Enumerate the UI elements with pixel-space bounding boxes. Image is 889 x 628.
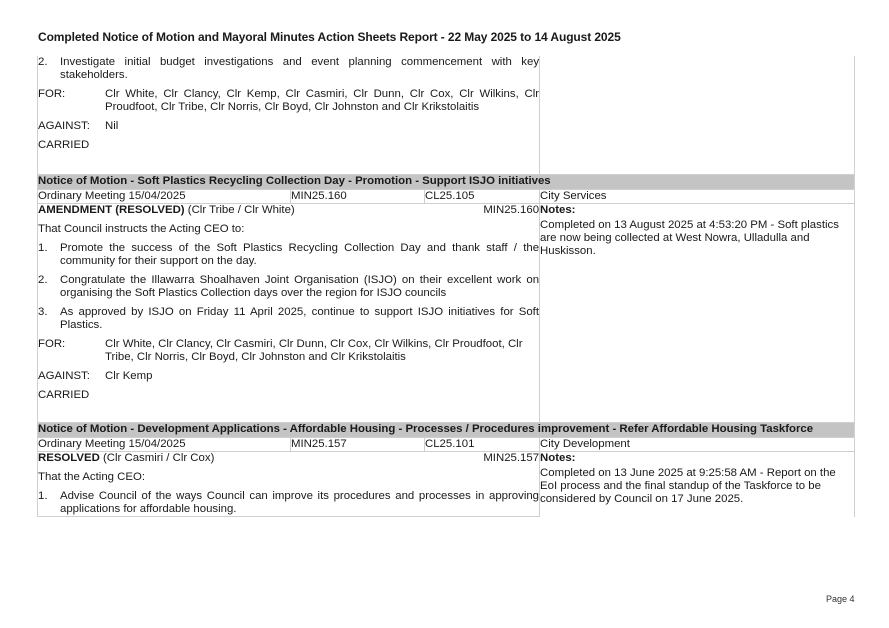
directorate: City Development	[540, 438, 855, 452]
vote-against: AGAINST: Clr Kemp	[38, 370, 153, 382]
list-item: 3. As approved by ISJO on Friday 11 April 2025, continue to support ISJO initiatives for Soft Plastics.	[38, 306, 540, 331]
vote-result: CARRIED	[38, 139, 90, 151]
vote-result: CARRIED	[38, 389, 90, 401]
resolution-minute: MIN25.160	[483, 204, 540, 216]
notes-text: Completed on 13 August 2025 at 4:53:20 PM - Soft plastics are now being collected at West Nowra, Ulladulla and Huskisson.	[540, 219, 839, 257]
section-heading-row	[38, 175, 855, 190]
resolution-intro: That the Acting CEO:	[38, 471, 145, 483]
minute-number: MIN25.157	[291, 438, 425, 452]
resolution-row	[38, 204, 855, 423]
list-item: 1. Promote the success of the Soft Plastics Recycling Collection Day and thank staff / the community for their support on the day.	[38, 242, 540, 267]
vote-for: FOR: Clr White, Clr Clancy, Clr Kemp, Clr Casmiri, Clr Dunn, Clr Cox, Clr Wilkins, Clr Proudfoot, Clr Tribe, Clr Norris, Clr Boyd, Clr Johnston and Clr Krikstolaitis	[38, 88, 540, 113]
resolution-cell	[38, 204, 540, 423]
report-number: CL25.101	[425, 438, 540, 452]
resolution-type: AMENDMENT (RESOLVED)	[38, 204, 185, 216]
resolution-minute: MIN25.157	[483, 452, 540, 464]
notes-label: Notes:	[540, 452, 576, 464]
action-sheet-table	[37, 56, 855, 517]
section-heading: Notice of Motion - Development Applications - Affordable Housing - Processes / Procedures improvement - Refer Affordable Housing Taskforce	[38, 423, 855, 438]
continued-item-row	[38, 56, 855, 175]
resolution-row	[38, 452, 855, 517]
resolution-intro: That Council instructs the Acting CEO to:	[38, 223, 245, 235]
resolution-movers: (Clr Tribe / Clr White)	[184, 204, 295, 216]
notes-cell	[540, 452, 855, 517]
continued-notes-cell	[540, 56, 855, 175]
continued-resolution-cell	[38, 56, 540, 175]
notes-label: Notes:	[540, 204, 576, 216]
resolution-header	[38, 204, 539, 217]
resolution-movers: (Clr Casmiri / Clr Cox)	[99, 452, 215, 464]
list-item: 1. Advise Council of the ways Council can improve its procedures and processes in approving applications for affordable housing.	[38, 490, 540, 515]
resolution-type: RESOLVED	[38, 452, 100, 464]
meeting-date: Ordinary Meeting 15/04/2025	[38, 190, 291, 204]
directorate: City Services	[540, 190, 855, 204]
list-item: 2. Congratulate the Illawarra Shoalhaven Joint Organisation (ISJO) on their excellent work on organising the Soft Plastics Collection days over the region for ISJO councils	[38, 274, 540, 299]
vote-against: AGAINST: Nil	[38, 120, 119, 132]
resolution-header	[38, 452, 539, 465]
resolution-cell	[38, 452, 540, 517]
minute-number: MIN25.160	[291, 190, 425, 204]
section-heading: Notice of Motion - Soft Plastics Recycling Collection Day - Promotion - Support ISJO initiatives	[38, 175, 855, 190]
list-item: 2. Investigate initial budget investigations and event planning commencement with key stakeholders.	[38, 56, 540, 81]
report-number: CL25.105	[425, 190, 540, 204]
meeting-meta-row	[38, 438, 855, 452]
notes-cell	[540, 204, 855, 423]
meeting-meta-row	[38, 190, 855, 204]
report-title: Completed Notice of Motion and Mayoral Minutes Action Sheets Report - 22 May 2025 to 14 August 2025	[38, 30, 621, 44]
meeting-date: Ordinary Meeting 15/04/2025	[38, 438, 291, 452]
notes-text: Completed on 13 June 2025 at 9:25:58 AM - Report on the EoI process and the final standup of the Taskforce to be considered by Council on 17 June 2025.	[540, 467, 836, 505]
section-heading-row	[38, 423, 855, 438]
vote-for: FOR: Clr White, Clr Clancy, Clr Casmiri, Clr Dunn, Clr Cox, Clr Wilkins, Clr Proudfoot, Clr Tribe, Clr Norris, Clr Boyd, Clr Johnston and Clr Krikstolaitis	[38, 338, 523, 363]
page-number: Page 4	[826, 594, 855, 604]
